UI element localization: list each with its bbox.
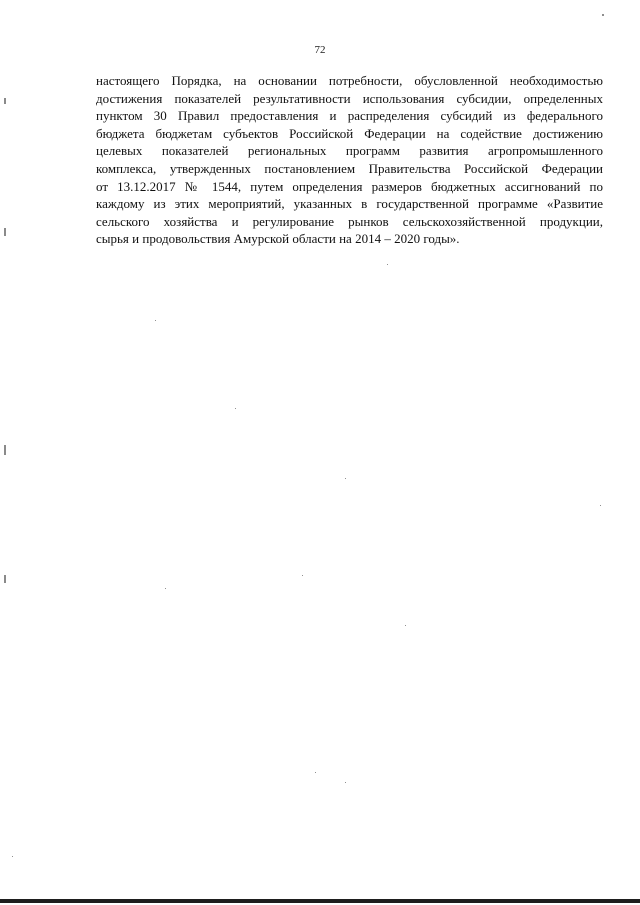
text-line: бюджета бюджетам субъектов Российской Федерации на содействие достижению [96,125,603,141]
scan-speck [155,320,156,321]
scan-speck [602,14,604,16]
scan-speck [12,856,13,857]
scan-speck [302,575,303,576]
scan-speck [600,505,601,506]
scan-speck [315,772,316,773]
text-line: сельского хозяйства и регулирование рынков сельскохозяйственной продукции, [96,213,603,229]
scan-edge-mark [4,575,6,583]
scan-bottom-edge [0,899,640,903]
text-line: настоящего Порядка, на основании потребности, обусловленной необходимостью [96,73,603,88]
scan-edge-mark [4,445,6,455]
text-line: целевых показателей региональных программ развития агропромышленного [96,143,603,159]
body-paragraph [96,72,603,248]
scan-edge-mark [4,228,6,236]
scan-speck [165,588,166,589]
text-line: от 13.12.2017 № 1544, путем определения размеров бюджетных ассигнований по [96,178,603,194]
text-line: каждому из этих мероприятий, указанных в государственной программе «Развитие [96,196,603,212]
text-line: пунктом 30 Правил предоставления и распределения субсидий из федерального [96,108,603,124]
scan-edge-mark [4,98,6,104]
text-line: комплекса, утвержденных постановлением Правительства Российской Федерации [96,160,603,176]
page-number: 72 [314,44,326,56]
text-line: достижения показателей результативности использования субсидии, определенных [96,90,603,106]
scan-speck [405,625,406,626]
scan-speck [345,782,346,783]
text-line: сырья и продовольствия Амурской области на 2014 – 2020 годы». [96,231,460,247]
scan-speck [345,478,346,479]
scan-speck [235,408,236,409]
scan-speck [387,264,388,265]
